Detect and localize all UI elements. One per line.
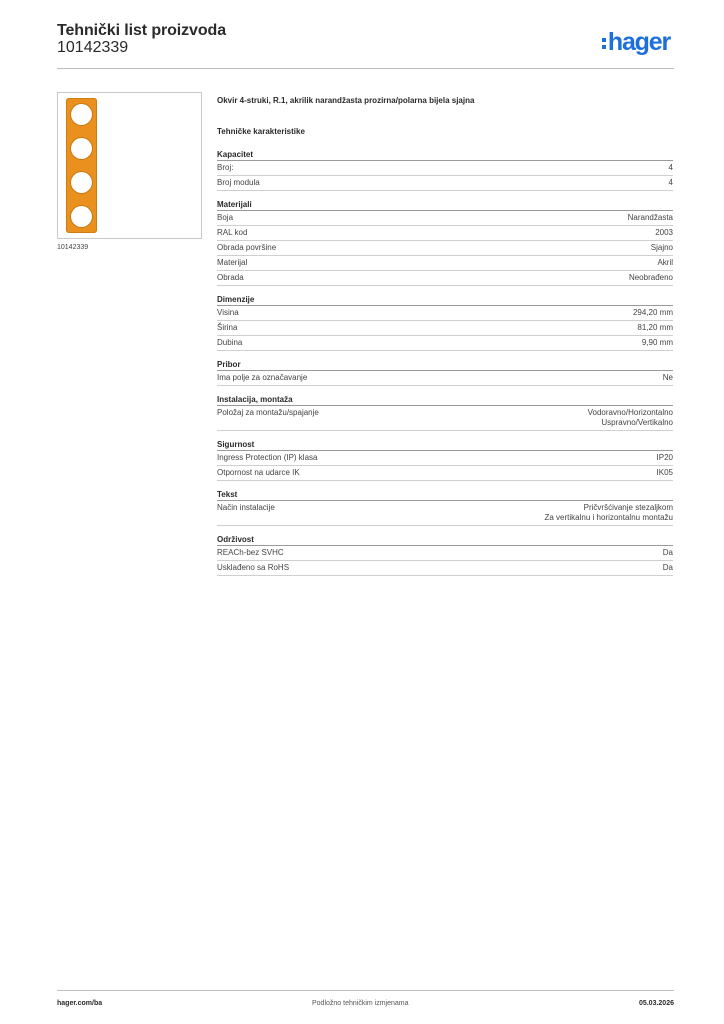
spec-value-line: Da — [662, 563, 673, 572]
spec-value-line: 2003 — [655, 228, 673, 237]
logo-text: hager — [607, 27, 670, 56]
spec-value-line: Vodoravno/Horizontalno — [587, 408, 673, 417]
frame-4-gang-image — [66, 98, 97, 233]
spec-value-line: Da — [662, 548, 673, 557]
section-title: Održivost — [217, 534, 673, 546]
spec-value — [544, 503, 673, 523]
specs-heading: Tehničke karakteristike — [217, 127, 305, 136]
spec-label: Širina — [217, 323, 238, 332]
spec-value-line: Neobrađeno — [628, 273, 673, 282]
footer-website[interactable]: hager.com/ba — [57, 1000, 103, 1007]
spec-label: Usklađeno sa RoHS — [217, 563, 290, 572]
spec-value — [628, 213, 673, 223]
spec-section — [217, 149, 673, 191]
spec-value-line: 9,90 mm — [641, 338, 673, 347]
spec-value — [657, 453, 673, 463]
spec-value-line: Sjajno — [650, 243, 673, 252]
product-details — [217, 92, 673, 584]
spec-row — [217, 211, 673, 226]
spec-row — [217, 176, 673, 191]
spec-value-line: IK05 — [656, 468, 673, 477]
section-title: Sigurnost — [217, 439, 673, 451]
spec-value — [669, 163, 673, 173]
spec-label: Materijal — [217, 258, 248, 267]
spec-section — [217, 489, 673, 526]
spec-row — [217, 271, 673, 286]
spec-row — [217, 256, 673, 271]
spec-sections — [217, 149, 673, 576]
spec-row — [217, 451, 673, 466]
spec-label: Boja — [217, 213, 234, 222]
spec-value-line: Pričvršćivanje stezaljkom — [583, 503, 673, 512]
spec-row — [217, 306, 673, 321]
spec-section — [217, 394, 673, 431]
spec-label: REACh-bez SVHC — [217, 548, 284, 557]
section-title: Materijali — [217, 199, 673, 211]
spec-section — [217, 359, 673, 386]
spec-row — [217, 241, 673, 256]
section-title: Kapacitet — [217, 149, 673, 161]
spec-row — [217, 406, 673, 431]
spec-label: Broj modula — [217, 178, 260, 187]
spec-value-line: Ne — [662, 373, 673, 382]
header-divider — [57, 68, 674, 69]
section-title: Pribor — [217, 359, 673, 371]
spec-label: Ingress Protection (IP) klasa — [217, 453, 318, 462]
product-number: 10142339 — [57, 39, 129, 56]
spec-label: Način instalacije — [217, 503, 275, 512]
page-header — [57, 20, 674, 70]
spec-value-line: IP20 — [656, 453, 673, 462]
spec-label: Obrada — [217, 273, 244, 282]
logo-dots-icon — [602, 38, 606, 49]
spec-value — [637, 323, 673, 333]
frame-opening-2 — [71, 138, 92, 159]
spec-row — [217, 321, 673, 336]
spec-value — [642, 338, 673, 348]
spec-value-line: 4 — [668, 163, 673, 172]
spec-value — [663, 373, 673, 383]
spec-value — [588, 408, 673, 428]
spec-label: RAL kod — [217, 228, 248, 237]
spec-value — [669, 178, 673, 188]
spec-section — [217, 294, 673, 351]
spec-label: Otpornost na udarce IK — [217, 468, 300, 477]
spec-value — [657, 258, 673, 268]
spec-section — [217, 439, 673, 481]
spec-value-line: Narandžasta — [627, 213, 673, 222]
section-title: Tekst — [217, 489, 673, 501]
spec-label: Broj: — [217, 163, 234, 172]
spec-value-line: Uspravno/Vertikalno — [601, 418, 673, 427]
spec-value — [651, 243, 673, 253]
spec-value — [655, 228, 673, 238]
spec-row — [217, 501, 673, 526]
spec-row — [217, 336, 673, 351]
product-description: Okvir 4-struki, R.1, akrilik narandžasta prozirna/polarna bijela sjajna — [217, 96, 475, 105]
spec-section — [217, 199, 673, 286]
frame-opening-1 — [71, 104, 92, 125]
spec-value — [657, 468, 673, 478]
spec-row — [217, 371, 673, 386]
spec-row — [217, 226, 673, 241]
document-title: Tehnički list proizvoda — [57, 22, 226, 39]
spec-row — [217, 161, 673, 176]
spec-row — [217, 546, 673, 561]
footer-divider — [57, 990, 674, 991]
page-footer — [57, 992, 674, 1012]
spec-value-line: 294,20 mm — [632, 308, 673, 317]
spec-value — [633, 308, 673, 318]
spec-value-line: 4 — [668, 178, 673, 187]
spec-value-line: Za vertikalnu i horizontalnu montažu — [544, 513, 673, 522]
section-title: Instalacija, montaža — [217, 394, 673, 406]
spec-label: Dubina — [217, 338, 243, 347]
frame-opening-3 — [71, 172, 92, 193]
spec-row — [217, 466, 673, 481]
spec-label: Ima polje za označavanje — [217, 373, 308, 382]
image-caption: 10142339 — [57, 244, 89, 251]
section-title: Dimenzije — [217, 294, 673, 306]
spec-section — [217, 534, 673, 576]
footer-notice: Podložno tehničkim izmjenama — [312, 1000, 409, 1007]
spec-value — [663, 563, 673, 573]
spec-value-line: Akril — [657, 258, 673, 267]
spec-label: Visina — [217, 308, 239, 317]
footer-date: 05.03.2026 — [638, 1000, 674, 1007]
spec-value — [663, 548, 673, 558]
hager-logo — [602, 28, 670, 56]
product-image — [57, 92, 202, 239]
spec-value — [629, 273, 673, 283]
frame-opening-4 — [71, 206, 92, 227]
spec-label: Obrada površine — [217, 243, 277, 252]
spec-label: Položaj za montažu/spajanje — [217, 408, 319, 417]
spec-row — [217, 561, 673, 576]
spec-value-line: 81,20 mm — [637, 323, 673, 332]
